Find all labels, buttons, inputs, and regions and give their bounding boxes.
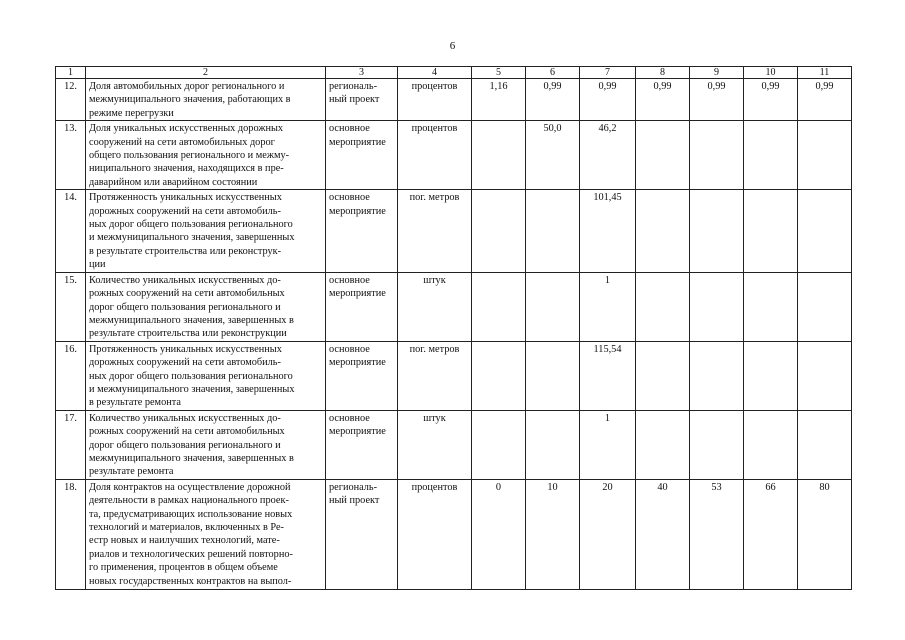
value-col-7: 101,45	[580, 190, 636, 272]
indicator-name-line: Протяженность уникальных искусственных	[89, 343, 282, 355]
indicator-name-line: Доля уникальных искусственных дорожных	[89, 123, 284, 135]
row-number: 16.	[56, 341, 86, 410]
value-col-6: 10	[526, 479, 580, 589]
value-col-7: 20	[580, 479, 636, 589]
value-col-10	[744, 341, 798, 410]
unit-of-measure: процентов	[398, 121, 472, 190]
indicators-table	[55, 66, 852, 590]
table-row	[56, 190, 852, 272]
value-col-11	[798, 410, 852, 479]
value-col-11	[798, 272, 852, 341]
table-row	[56, 79, 852, 121]
source-type	[326, 190, 398, 272]
page-number: 6	[449, 40, 456, 52]
indicator-name	[86, 79, 326, 121]
indicator-name-line: Количество уникальных искусственных до-	[89, 412, 281, 424]
column-number-row	[56, 67, 852, 79]
indicator-name	[86, 190, 326, 272]
column-number-11: 11	[798, 67, 852, 79]
indicator-name-line: результате строительства или реконструкции	[89, 328, 287, 340]
indicator-name-line: Количество уникальных искусственных до-	[89, 274, 281, 286]
source-type-line: основное	[329, 123, 370, 135]
value-col-10	[744, 190, 798, 272]
value-col-7: 1	[580, 272, 636, 341]
column-number-7: 7	[580, 67, 636, 79]
indicator-name-line: дорожных сооружений на сети автомобиль-	[89, 357, 281, 369]
column-number-3: 3	[326, 67, 398, 79]
value-col-10: 0,99	[744, 79, 798, 121]
source-type	[326, 410, 398, 479]
value-col-6: 0,99	[526, 79, 580, 121]
value-col-8: 0,99	[636, 79, 690, 121]
value-col-5: 0	[472, 479, 526, 589]
indicator-name-line: Протяженность уникальных искусственных	[89, 192, 282, 204]
unit-of-measure: пог. метров	[398, 341, 472, 410]
column-number-5: 5	[472, 67, 526, 79]
indicator-name-line: в результате строительства или реконструк-	[89, 245, 282, 257]
indicator-name-line: го применения, процентов в общем объеме	[89, 562, 278, 574]
value-col-10	[744, 272, 798, 341]
source-type-line: ный проект	[329, 94, 380, 106]
source-type-line: основное	[329, 412, 370, 424]
value-col-8: 40	[636, 479, 690, 589]
row-number: 15.	[56, 272, 86, 341]
row-number: 13.	[56, 121, 86, 190]
indicator-name-line: межмуниципального значения, завершенных в	[89, 314, 294, 326]
value-col-7: 46,2	[580, 121, 636, 190]
value-col-9	[690, 190, 744, 272]
value-col-8	[636, 341, 690, 410]
table-row	[56, 272, 852, 341]
table-row	[56, 341, 852, 410]
indicator-name-line: ции	[89, 259, 106, 271]
value-col-7: 115,54	[580, 341, 636, 410]
source-type-line: основное	[329, 343, 370, 355]
value-col-7: 0,99	[580, 79, 636, 121]
value-col-8	[636, 272, 690, 341]
source-type-line: мероприятие	[329, 288, 386, 300]
source-type	[326, 479, 398, 589]
column-number-4: 4	[398, 67, 472, 79]
column-number-1: 1	[56, 67, 86, 79]
source-type-line: мероприятие	[329, 205, 386, 217]
indicator-name-line: естр новых и наилучших технологий, мате-	[89, 535, 280, 547]
indicator-name-line: Доля контрактов на осуществление дорожной	[89, 481, 291, 493]
value-col-6: 50,0	[526, 121, 580, 190]
indicator-name	[86, 341, 326, 410]
indicator-name-line: и межмуниципального значения, завершенных	[89, 232, 295, 244]
indicator-name-line: общего пользования регионального и межму-	[89, 150, 290, 162]
row-number: 14.	[56, 190, 86, 272]
indicator-name-line: даварийном или аварийном состоянии	[89, 176, 258, 188]
source-type-line: основное	[329, 274, 370, 286]
source-type-line: региональ-	[329, 481, 378, 493]
value-col-9	[690, 272, 744, 341]
indicator-name-line: ных дорог общего пользования регионального	[89, 219, 293, 231]
indicator-name-line: Доля автомобильных дорог регионального и	[89, 81, 285, 92]
column-number-2: 2	[86, 67, 326, 79]
source-type-line: мероприятие	[329, 426, 386, 438]
source-type-line: мероприятие	[329, 357, 386, 369]
value-col-9	[690, 341, 744, 410]
source-type-line: региональ-	[329, 81, 378, 92]
indicator-name-line: рожных сооружений на сети автомобильных	[89, 288, 285, 300]
value-col-11: 0,99	[798, 79, 852, 121]
value-col-9	[690, 410, 744, 479]
value-col-8	[636, 190, 690, 272]
column-number-9: 9	[690, 67, 744, 79]
value-col-6	[526, 190, 580, 272]
value-col-11: 80	[798, 479, 852, 589]
indicator-name-line: межмуниципального значения, работающих в	[89, 94, 291, 106]
indicator-name-line: риалов и технологических решений повторно-	[89, 548, 293, 560]
indicator-name-line: деятельности в рамках национального проек-	[89, 495, 289, 507]
indicator-name-line: ных дорог общего пользования регионального	[89, 370, 293, 382]
source-type-line: основное	[329, 192, 370, 204]
value-col-9: 53	[690, 479, 744, 589]
unit-of-measure: пог. метров	[398, 190, 472, 272]
indicator-name-line: в результате ремонта	[89, 397, 181, 409]
value-col-5	[472, 410, 526, 479]
table-row	[56, 121, 852, 190]
indicator-name-line: режиме перегрузки	[89, 107, 174, 119]
source-type-line: мероприятие	[329, 136, 386, 148]
unit-of-measure: процентов	[398, 479, 472, 589]
column-number-8: 8	[636, 67, 690, 79]
value-col-10	[744, 121, 798, 190]
indicator-name-line: дорог общего пользования регионального и	[89, 439, 281, 451]
indicator-name-line: и межмуниципального значения, завершенных	[89, 383, 295, 395]
value-col-11	[798, 121, 852, 190]
value-col-6	[526, 341, 580, 410]
value-col-6	[526, 410, 580, 479]
indicator-name	[86, 121, 326, 190]
source-type	[326, 341, 398, 410]
value-col-11	[798, 341, 852, 410]
row-number: 17.	[56, 410, 86, 479]
indicator-name-line: дорожных сооружений на сети автомобиль-	[89, 205, 281, 217]
value-col-7: 1	[580, 410, 636, 479]
value-col-5: 1,16	[472, 79, 526, 121]
indicator-name-line: межмуниципального значения, завершенных в	[89, 452, 294, 464]
value-col-9	[690, 121, 744, 190]
value-col-5	[472, 190, 526, 272]
value-col-5	[472, 121, 526, 190]
unit-of-measure: штук	[398, 272, 472, 341]
column-number-10: 10	[744, 67, 798, 79]
value-col-5	[472, 272, 526, 341]
indicator-name-line: та, предусматривающих использование новых	[89, 508, 293, 520]
indicator-name	[86, 410, 326, 479]
table-row	[56, 410, 852, 479]
table-row	[56, 479, 852, 589]
row-number: 18.	[56, 479, 86, 589]
source-type-line: ный проект	[329, 495, 380, 507]
indicator-name-line: рожных сооружений на сети автомобильных	[89, 426, 285, 438]
value-col-5	[472, 341, 526, 410]
value-col-8	[636, 121, 690, 190]
indicator-name	[86, 272, 326, 341]
source-type	[326, 272, 398, 341]
indicator-name-line: результате ремонта	[89, 466, 174, 478]
value-col-9: 0,99	[690, 79, 744, 121]
value-col-11	[798, 190, 852, 272]
row-number: 12.	[56, 79, 86, 121]
unit-of-measure: штук	[398, 410, 472, 479]
source-type	[326, 121, 398, 190]
value-col-6	[526, 272, 580, 341]
value-col-8	[636, 410, 690, 479]
source-type	[326, 79, 398, 121]
unit-of-measure: процентов	[398, 79, 472, 121]
indicator-name-line: сооружений на сети автомобильных дорог	[89, 136, 275, 148]
indicator-name-line: ниципального значения, находящихся в пре-	[89, 163, 284, 175]
value-col-10	[744, 410, 798, 479]
indicator-name-line: дорог общего пользования регионального и	[89, 301, 281, 313]
column-number-6: 6	[526, 67, 580, 79]
indicator-name-line: технологий и материалов, включенных в Ре-	[89, 522, 284, 533]
indicator-name-line: новых государственных контрактов на выпол-	[89, 575, 292, 587]
indicator-name	[86, 479, 326, 589]
value-col-10: 66	[744, 479, 798, 589]
